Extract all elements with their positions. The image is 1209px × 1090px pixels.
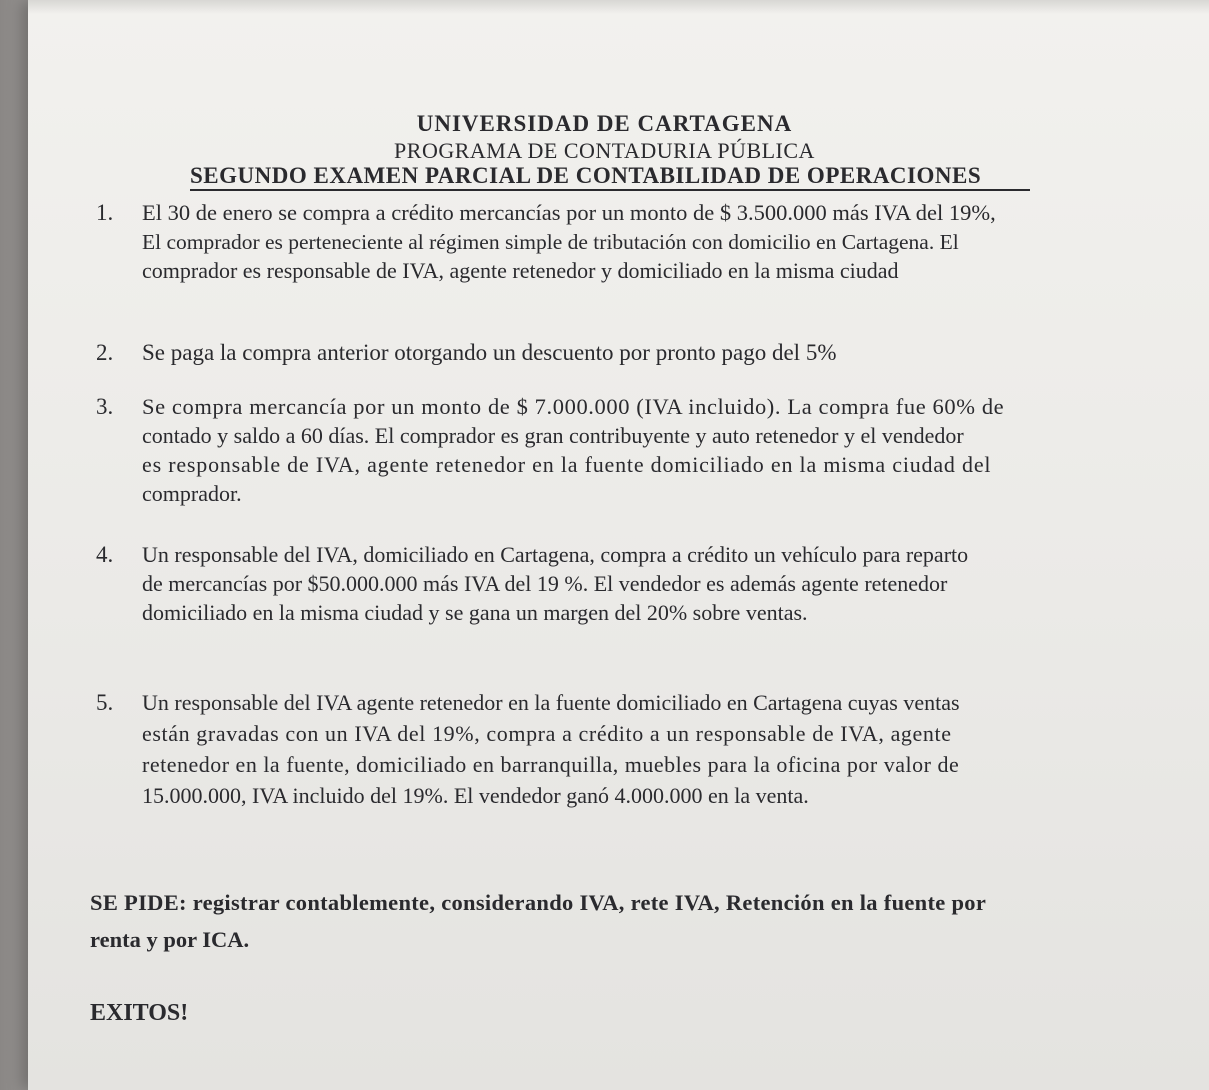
question-text [142,690,1127,809]
instructions [90,884,1140,958]
question-line: retenedor en la fuente, domiciliado en barranquilla, muebles para la oficina por valor de [142,752,960,777]
university-title: UNIVERSIDAD DE CARTAGENA [416,111,793,136]
question-number: 4. [96,542,114,567]
question-text [142,340,1127,366]
question-line: comprador es responsable de IVA, agente retenedor y domiciliado en la misma ciudad [142,258,899,283]
instructions-line: SE PIDE: registrar contablemente, considerando IVA, rete IVA, Retención en la fuente por [90,890,987,915]
question-line: Un responsable del IVA, domiciliado en Cartagena, compra a crédito un vehículo para reparto [142,542,969,567]
paper-fold-shadow [28,0,1209,14]
question-line: comprador. [142,481,242,506]
question-number: 2. [96,340,114,365]
question-line: El 30 de enero se compra a crédito mercancías por un monto de $ 3.500.000 más IVA del 19%, [142,200,996,225]
question-line: 15.000.000, IVA incluido del 19%. El vendedor ganó 4.000.000 en la venta. [142,783,809,808]
question-number: 5. [96,690,114,715]
question-line: domiciliado en la misma ciudad y se gana un margen del 20% sobre ventas. [142,600,808,625]
question-text [142,394,1127,507]
question-line: contado y saldo a 60 días. El comprador es gran contribuyente y auto retenedor y el vendedor [142,423,964,448]
farewell-text: EXITOS! [90,1000,189,1026]
question-line: están gravadas con un IVA del 19%, compra a crédito a un responsable de IVA, agente [142,721,952,746]
question-line: Se paga la compra anterior otorgando un descuento por pronto pago del 5% [142,340,837,365]
question-text [142,200,1127,284]
question-number: 1. [96,200,114,225]
exam-title: SEGUNDO EXAMEN PARCIAL DE CONTABILIDAD DE OPERACIONES [190,163,1030,191]
question-text [142,542,1127,626]
question-line: de mercancías por $50.000.000 más IVA del 19 %. El vendedor es además agente retenedor [142,571,948,596]
instructions-line: renta y por ICA. [90,927,250,952]
question-line: Se compra mercancía por un monto de $ 7.000.000 (IVA incluido). La compra fue 60% de [142,394,1005,419]
program-title: PROGRAMA DE CONTADURIA PÚBLICA [394,138,815,163]
question-line: Un responsable del IVA agente retenedor en la fuente domiciliado en Cartagena cuyas ventas [142,690,960,715]
question-line: es responsable de IVA, agente retenedor en la fuente domiciliado en la misma ciudad del [142,452,992,477]
question-line: El comprador es perteneciente al régimen simple de tributación con domicilio en Cartagena. El [142,230,959,254]
question-number: 3. [96,394,114,419]
